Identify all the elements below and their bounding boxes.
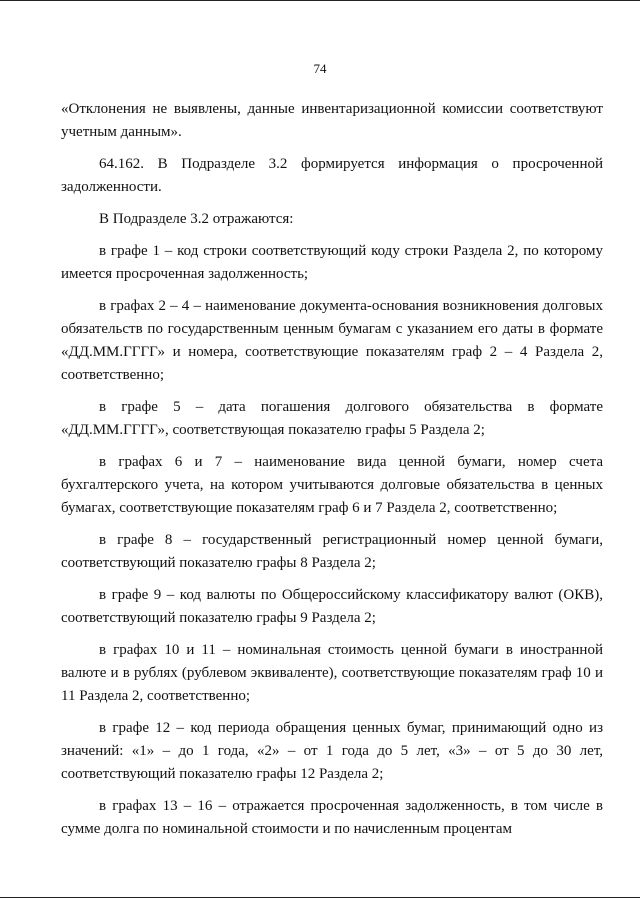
paragraph: в графе 5 – дата погашения долгового обязательства в формате «ДД.ММ.ГГГГ», соответствующая показателю графы 5 Раздела 2; <box>61 399 603 438</box>
scan-top-edge <box>0 0 640 1</box>
paragraph: в графе 9 – код валюты по Общероссийскому классификатору валют (ОКВ), соответствующий показателю графы 9 Раздела 2; <box>61 587 603 626</box>
paragraph: в графах 6 и 7 – наименование вида ценной бумаги, номер счета бухгалтерского учета, на котором учитываются долговые обязательства в ценных бумагах, соответствующие показателям граф 6 и 7 Раздела 2, соответственно; <box>61 454 603 516</box>
paragraph: в графе 12 – код периода обращения ценных бумаг, принимающий одно из значений: «1» – до 1 года, «2» – от 1 года до 5 лет, «3» – от 5 до 30 лет, соответствующий показателю графы 12 Раздела 2; <box>61 720 603 782</box>
paragraph: в графах 2 – 4 – наименование документа-основания возникновения долговых обязательств по государственным ценным бумагам с указанием его даты в формате «ДД.ММ.ГГГГ» и номера, соответствующие показателям граф 2 – 4 Раздела 2, соответственно; <box>61 298 603 383</box>
paragraph: в графах 13 – 16 – отражается просроченная задолженность, в том числе в сумме долга по номинальной стоимости и по начисленным процентам <box>61 798 603 837</box>
paragraph: в графе 8 – государственный регистрационный номер ценной бумаги, соответствующий показателю графы 8 Раздела 2; <box>61 532 603 571</box>
page-number: 74 <box>313 61 327 76</box>
paragraph: в графе 1 – код строки соответствующий коду строки Раздела 2, по которому имеется просроченная задолженность; <box>61 243 603 282</box>
paragraph: «Отклонения не выявлены, данные инвентаризационной комиссии соответствуют учетным данным». <box>61 101 603 140</box>
paragraph: в графах 10 и 11 – номинальная стоимость ценной бумаги в иностранной валюте и в рублях (рублевом эквиваленте), соответствующие показателям граф 10 и 11 Раздела 2, соответственно; <box>61 642 603 704</box>
paragraph: 64.162. В Подразделе 3.2 формируется информация о просроченной задолженности. <box>61 156 603 195</box>
paragraph: В Подразделе 3.2 отражаются: <box>99 211 294 227</box>
document-body <box>61 98 603 841</box>
